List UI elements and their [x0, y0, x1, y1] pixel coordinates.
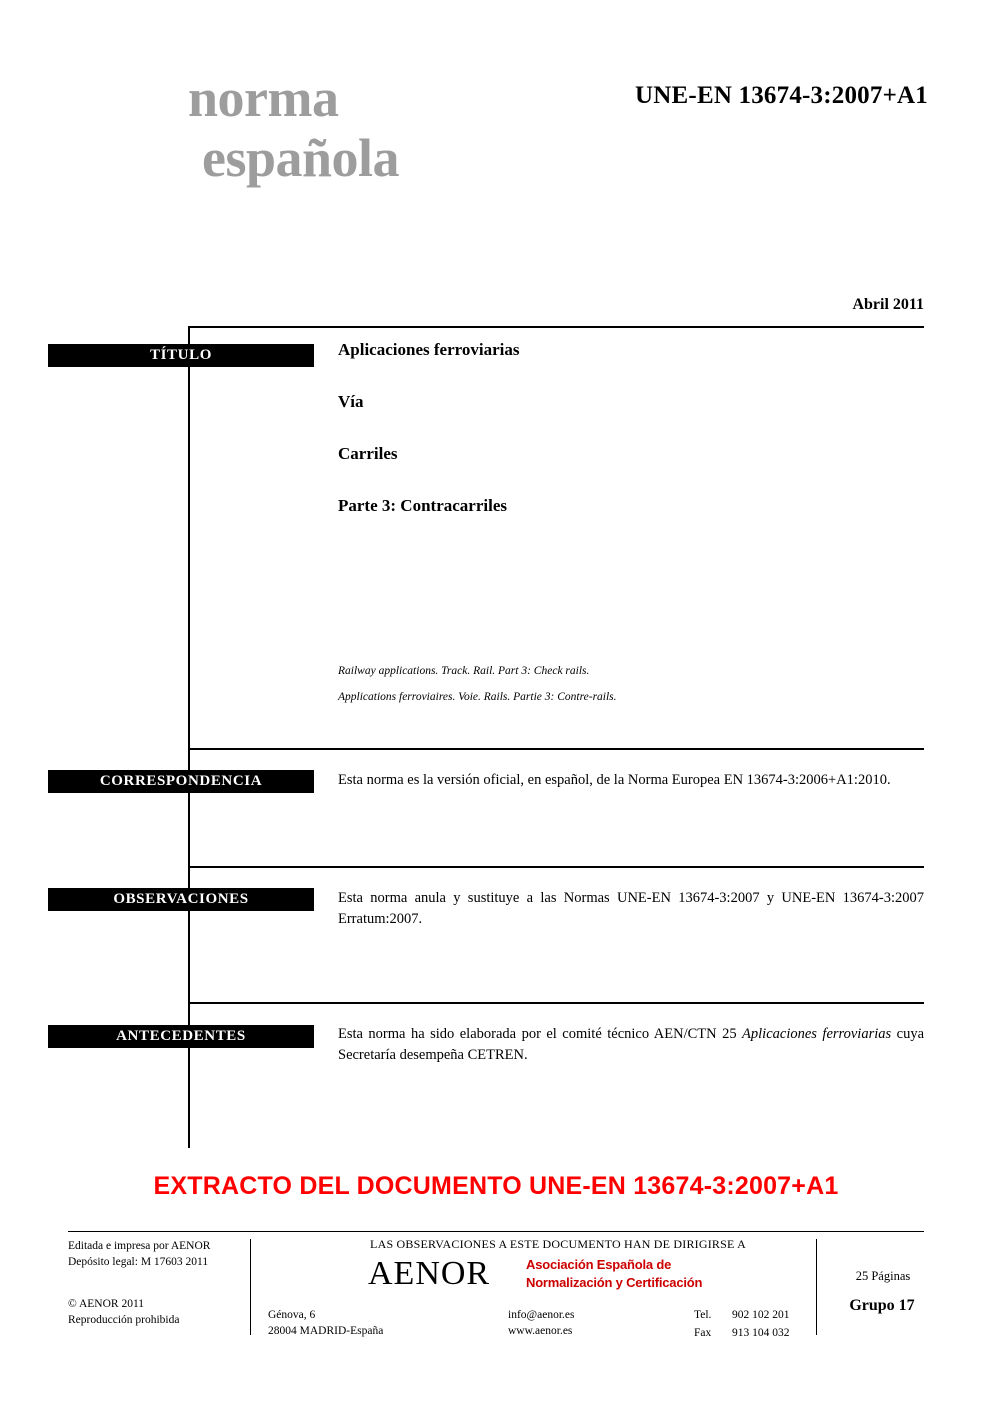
aenor-logo-sub1: Asociación Española de — [526, 1257, 672, 1272]
footer-tel-label: Tel. — [694, 1309, 712, 1321]
footer-address — [268, 1307, 383, 1339]
footer-tel-value: 902 102 201 — [732, 1309, 790, 1321]
alt-title-french: Applications ferroviaires. Voie. Rails. Partie 3: Contre-rails. — [338, 691, 617, 703]
alternate-titles — [338, 665, 924, 717]
brand-line-1: norma — [188, 68, 339, 128]
antecedentes-text — [338, 1024, 924, 1065]
footer-contact — [508, 1307, 574, 1339]
rule-top — [188, 326, 924, 328]
section-label-observaciones: OBSERVACIONES — [48, 888, 314, 911]
footer-page-count: 25 Páginas — [855, 1269, 911, 1283]
footer-observations-notice: LAS OBSERVACIONES A ESTE DOCUMENTO HAN DE DIRIGIRSE A — [370, 1237, 746, 1251]
rule-observaciones — [188, 866, 924, 868]
section-label-titulo: TÍTULO — [48, 344, 314, 367]
footer-phone-block — [694, 1307, 790, 1343]
footer-copyright — [68, 1297, 243, 1329]
footer-separator-left — [250, 1239, 251, 1335]
rule-correspondencia — [188, 748, 924, 750]
title-line-4: Parte 3: Contracarriles — [338, 496, 507, 515]
footer-copyright-line2: Reproducción prohibida — [68, 1313, 180, 1326]
correspondencia-text: Esta norma es la versión oficial, en español, de la Norma Europea EN 13674-3:2006+A1:2010. — [338, 772, 891, 788]
footer-group: Grupo 17 — [849, 1297, 915, 1314]
observaciones-text: Esta norma anula y sustituye a las Normas UNE-EN 13674-3:2007 y UNE-EN 13674-3:2007 Erratum:2007. — [338, 890, 924, 927]
standard-number: UNE-EN 13674-3:2007+A1 — [635, 82, 928, 109]
footer-copyright-line1: © AENOR 2011 — [68, 1298, 145, 1310]
title-line-3: Carriles — [338, 444, 398, 463]
footer-address-line2: 28004 MADRID-España — [268, 1325, 384, 1338]
section-label-antecedentes: ANTECEDENTES — [48, 1025, 314, 1048]
footer-separator-right — [816, 1239, 817, 1335]
footer-fax-label: Fax — [694, 1327, 712, 1340]
extract-banner: EXTRACTO DEL DOCUMENTO UNE-EN 13674-3:2007+A1 — [153, 1172, 839, 1200]
brand-line-2: española — [202, 128, 400, 189]
rule-antecedentes — [188, 1002, 924, 1004]
publication-date: Abril 2011 — [852, 296, 924, 313]
footer-editada-line1: Editada e impresa por AENOR — [68, 1240, 211, 1252]
antecedentes-text-part1: Esta norma ha sido elaborada por el comité técnico AEN/CTN 25 — [338, 1026, 743, 1042]
section-label-correspondencia: CORRESPONDENCIA — [48, 770, 314, 793]
title-line-2: Vía — [338, 392, 364, 411]
antecedentes-text-part2: cuya Secretaría desempeña CETREN. — [338, 1026, 924, 1063]
footer-fax-value: 913 104 032 — [732, 1327, 790, 1340]
footer-editada-line2: Depósito legal: M 17603 2011 — [68, 1255, 209, 1268]
footer-address-line1: Génova, 6 — [268, 1309, 316, 1321]
aenor-logo-sub2: Normalización y Certificación — [526, 1275, 703, 1290]
aenor-logo — [368, 1255, 798, 1297]
antecedentes-text-italic: Aplicaciones ferroviarias — [742, 1026, 892, 1042]
title-line-1: Aplicaciones ferroviarias — [338, 340, 520, 359]
masthead — [188, 68, 928, 189]
footer-editada — [68, 1239, 243, 1271]
footer-website[interactable]: www.aenor.es — [508, 1325, 573, 1338]
footer — [68, 1231, 924, 1341]
aenor-logo-text: AENOR — [368, 1255, 491, 1292]
title-block — [338, 340, 924, 516]
alt-title-english: Railway applications. Track. Rail. Part 3: Check rails. — [338, 665, 590, 677]
footer-email[interactable]: info@aenor.es — [508, 1309, 575, 1321]
